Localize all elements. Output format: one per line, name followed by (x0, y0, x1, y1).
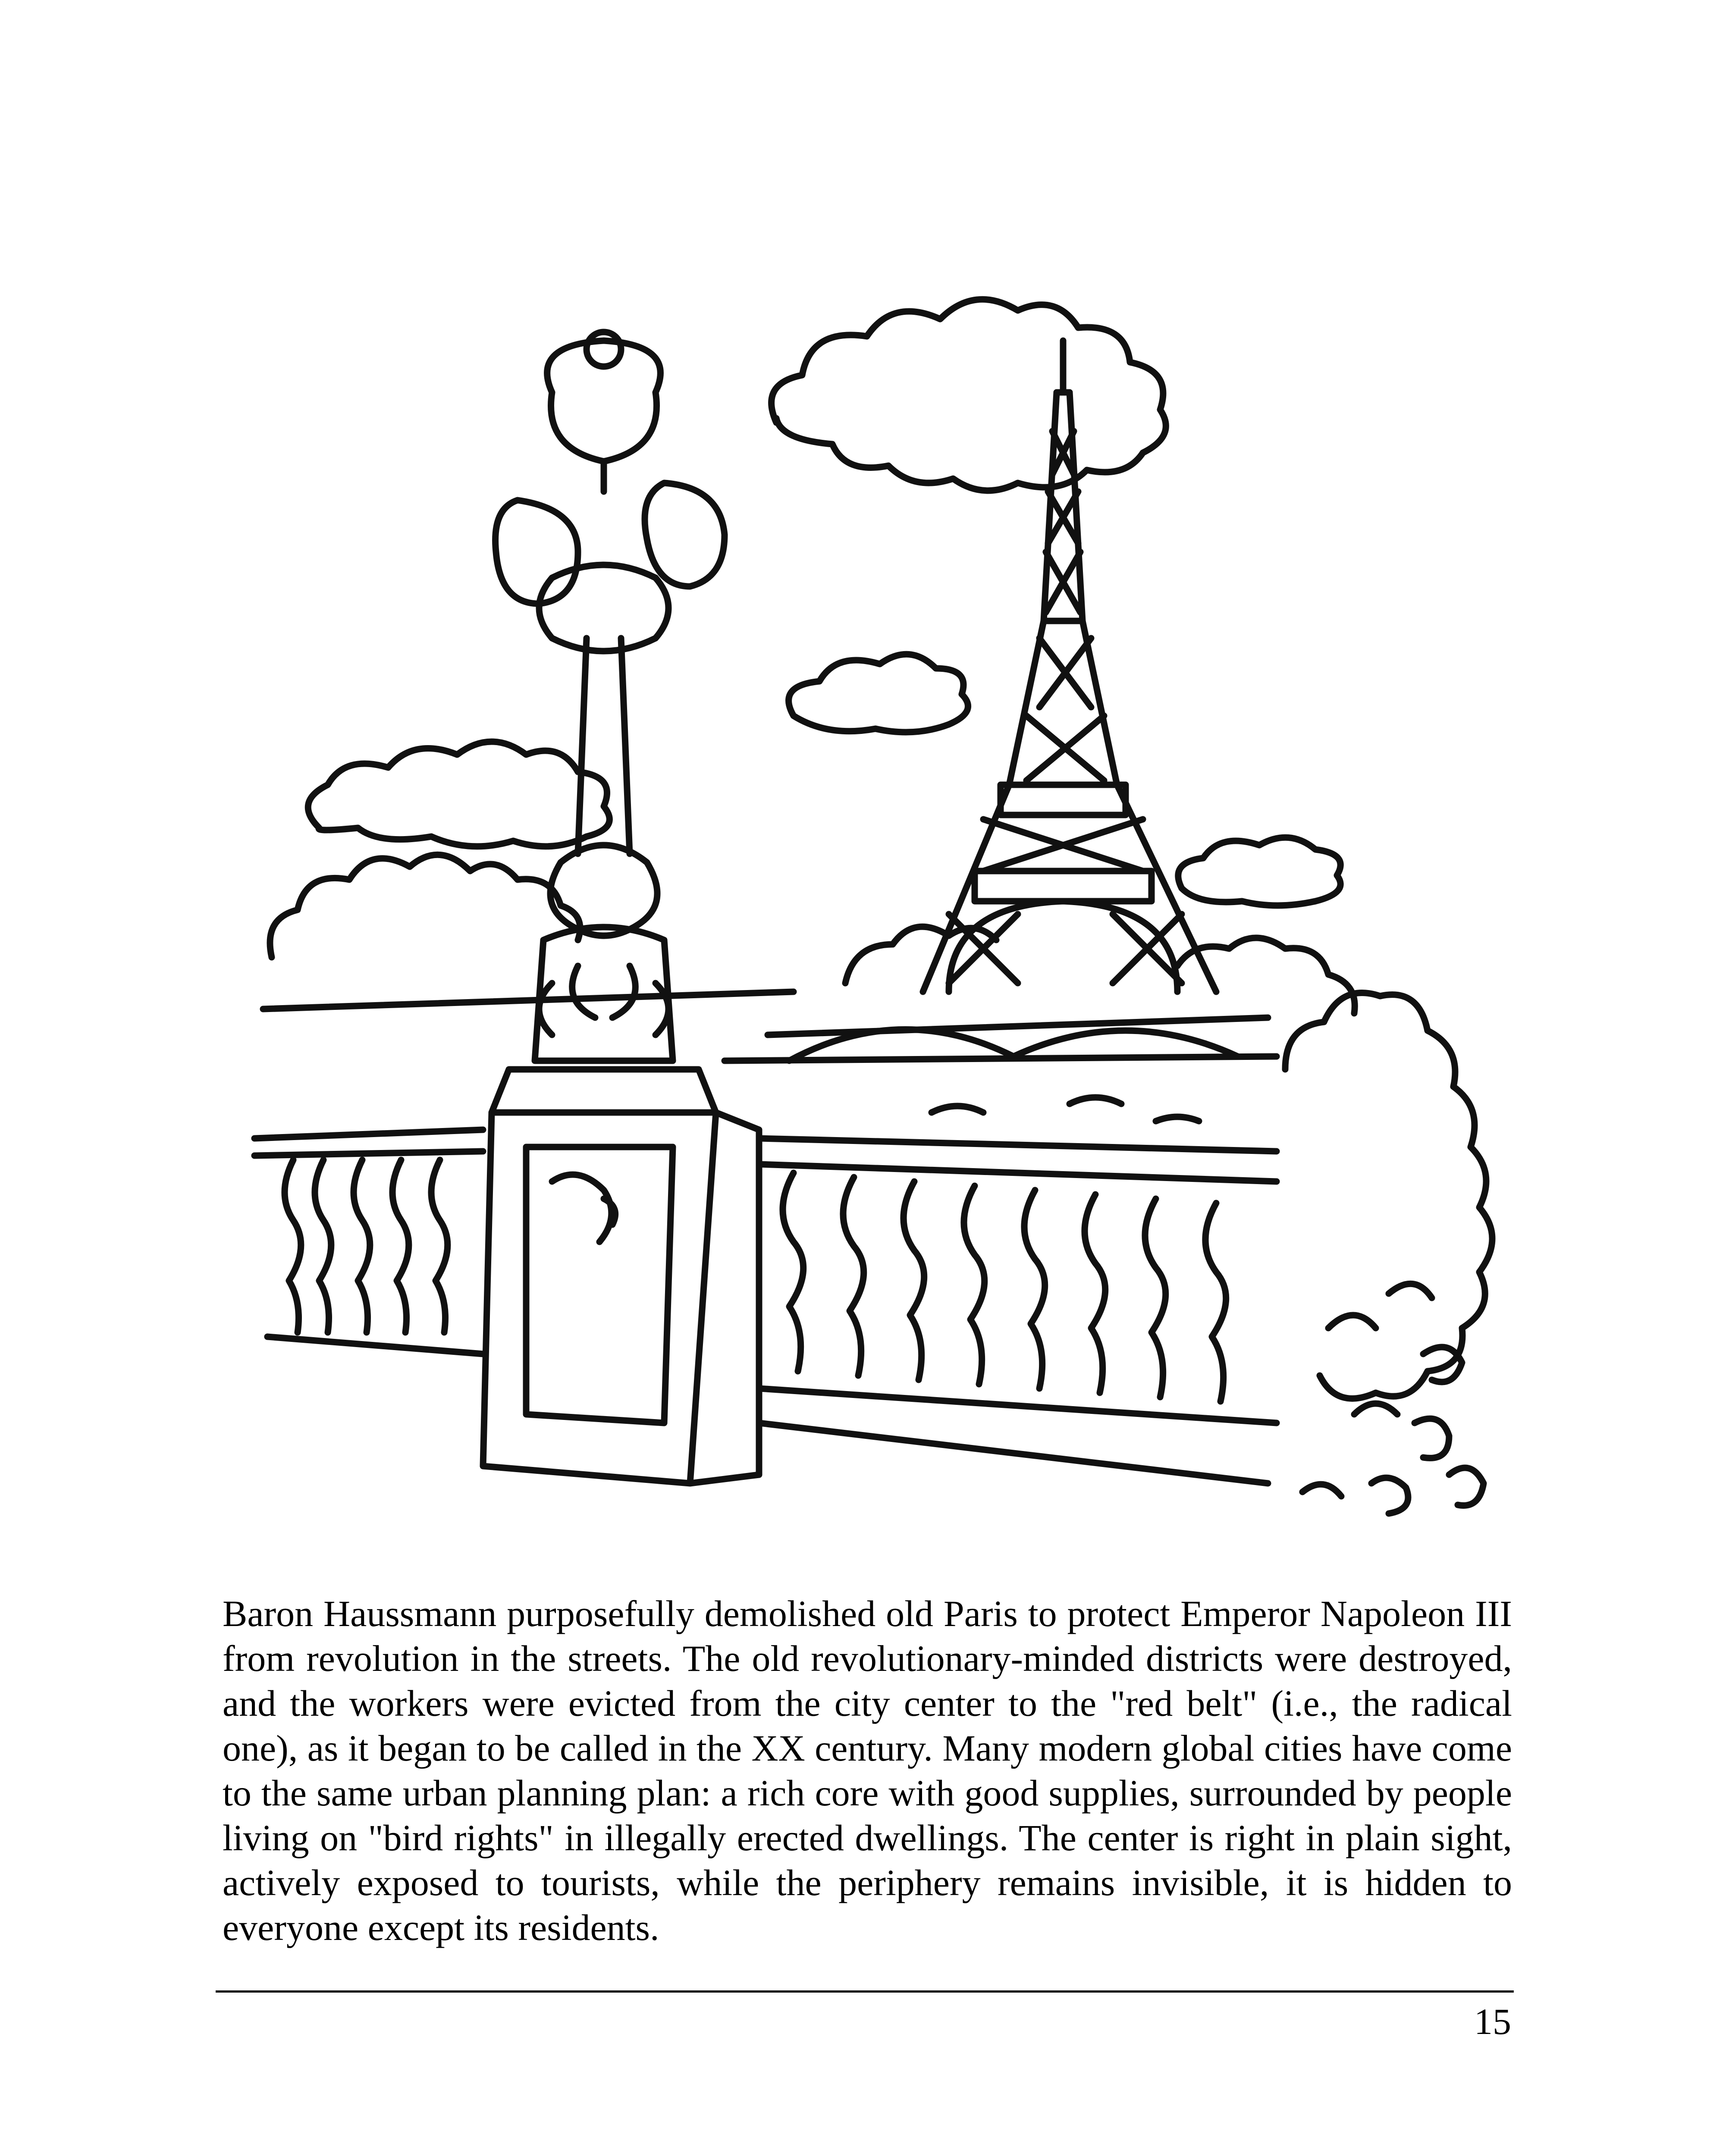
illustration-paris-sketch (250, 250, 1509, 1535)
bridge-pedestal-icon (483, 1069, 759, 1483)
street-lamp-icon (496, 332, 725, 1061)
river-bridge-icon (263, 992, 1277, 1121)
cloud-top-icon (772, 299, 1166, 490)
cloud-middle-icon (789, 654, 968, 732)
cloud-right-icon (1178, 837, 1340, 906)
body-paragraph: Baron Haussmann purposefully demolished old Paris to protect Emperor Napoleon III from revolution in the streets. The old revolutionary-minded districts were destroyed, and the workers were evicted from the city center to the "red belt" (i.e., the radical one), as it began to be called in the XX century. Many modern global cities have come to the same urban planning plan: a rich core with good supplies, surrounded by people living on "bird rights" in illegally erected dwellings. The center is right in plain sight, actively exposed to tourists, while the periphery remains invisible, it is hidden to everyone except its residents. (223, 1593, 1512, 1948)
trees-background-icon (270, 855, 1492, 1398)
balustrade-right-icon (759, 1138, 1277, 1483)
page-number: 15 (1474, 2001, 1511, 2042)
cloud-left-icon (308, 742, 609, 846)
balustrade-left-icon (254, 1130, 483, 1354)
footer-divider (216, 1990, 1514, 1993)
eiffel-tower-icon (923, 341, 1216, 992)
